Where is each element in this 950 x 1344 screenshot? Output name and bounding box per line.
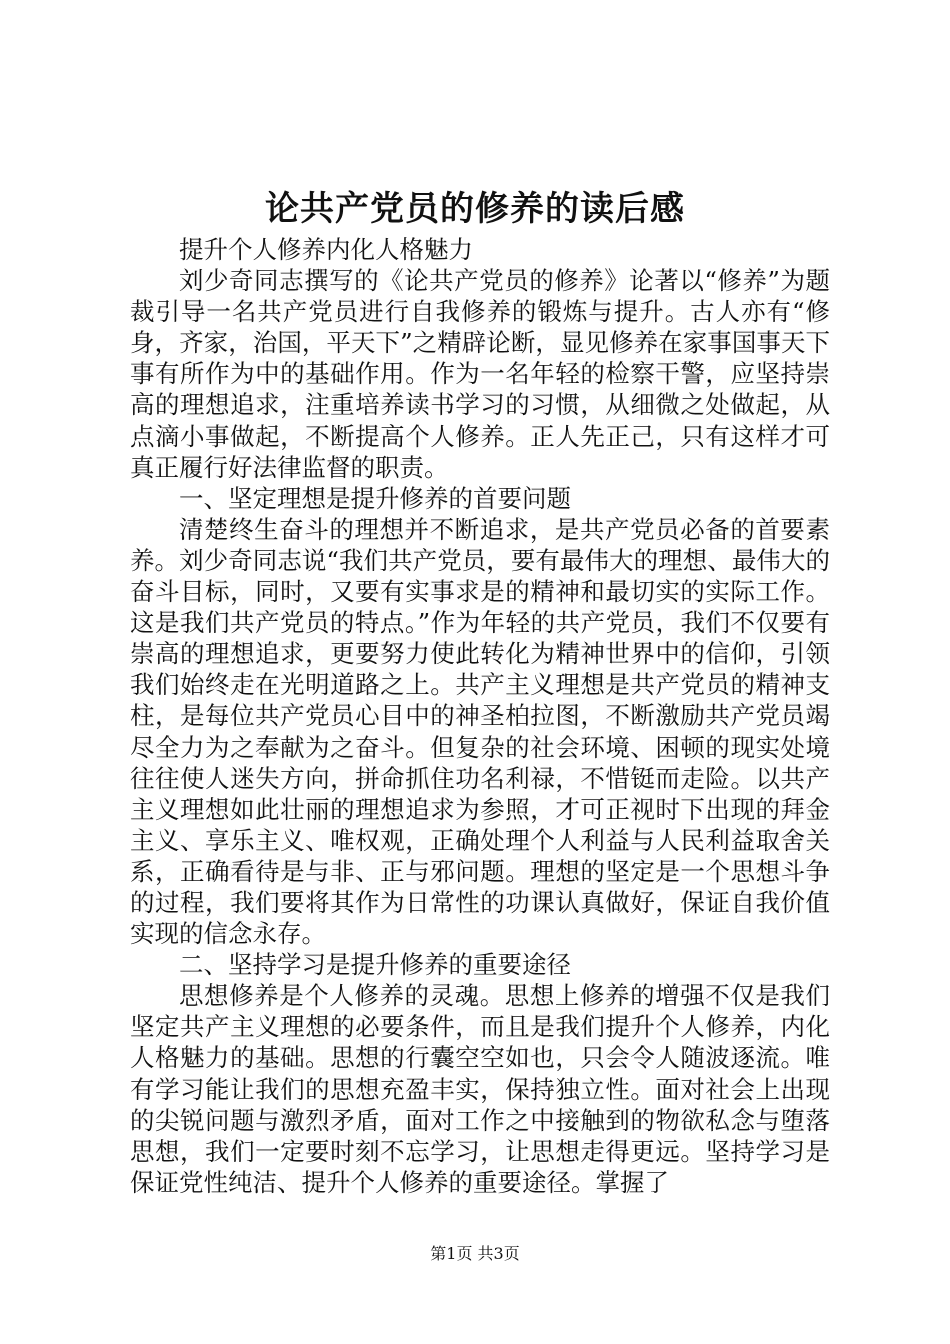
section-heading-2: 二、坚持学习是提升修养的重要途径	[179, 950, 571, 980]
page-footer: 第1页 共3页	[430, 1244, 520, 1263]
document-title: 论共产党员的修养的读后感	[265, 189, 685, 229]
section-2-paragraph: 思想修养是个人修养的灵魂。思想上修养的增强不仅是我们坚定共产主义理想的必要条件，而且是我们提升个人修养，内化人格魅力的基础。思想的行囊空空如也，只会令人随波逐流。唯有学习能让我们的思想充盈丰实，保持独立性。面对社会上出现的尖锐问题与激烈矛盾，面对工作之中接触到的物欲私念与堕落思想，我们一定要时刻不忘学习，让思想走得更远。坚持学习是保证党性纯洁、提升个人修养的重要途径。掌握了	[130, 981, 830, 1197]
subtitle-paragraph: 提升个人修养内化人格魅力	[179, 235, 473, 264]
intro-paragraph: 刘少奇同志撰写的《论共产党员的修养》论著以“修养”为题裁引导一名共产党员进行自我修养的锻炼与提升。古人亦有“修身，齐家，治国，平天下”之精辟论断，显见修养在家事国事天下事有所作为中的基础作用。作为一名年轻的检察干警，应坚持崇高的理想追求，注重培养读书学习的习惯，从细微之处做起，从点滴小事做起，不断提高个人修养。正人先正己，只有这样才可真正履行好法律监督的职责。	[130, 266, 830, 482]
section-heading-1: 一、坚定理想是提升修养的首要问题	[179, 483, 571, 513]
section-1-paragraph: 清楚终生奋斗的理想并不断追求，是共产党员必备的首要素养。刘少奇同志说“我们共产党员，要有最伟大的理想、最伟大的奋斗目标，同时，又要有实事求是的精神和最切实的实际工作。这是我们共产党员的特点。”作为年轻的共产党员，我们不仅要有崇高的理想追求，更要努力使此转化为精神世界中的信仰，引领我们始终走在光明道路之上。共产主义理想是共产党员的精神支柱，是每位共产党员心目中的神圣柏拉图，不断激励共产党员竭尽全力为之奉献为之奋斗。但复杂的社会环境、困顿的现实处境往往使人迷失方向，拼命抓住功名利禄，不惜铤而走险。以共产主义理想如此壮丽的理想追求为参照，才可正视时下出现的拜金主义、享乐主义、唯权观，正确处理个人利益与人民利益取舍关系，正确看待是与非、正与邪问题。理想的坚定是一个思想斗争的过程，我们要将其作为日常性的功课认真做好，保证自我价值实现的信念永存。	[130, 514, 830, 949]
document-body	[130, 234, 830, 1198]
